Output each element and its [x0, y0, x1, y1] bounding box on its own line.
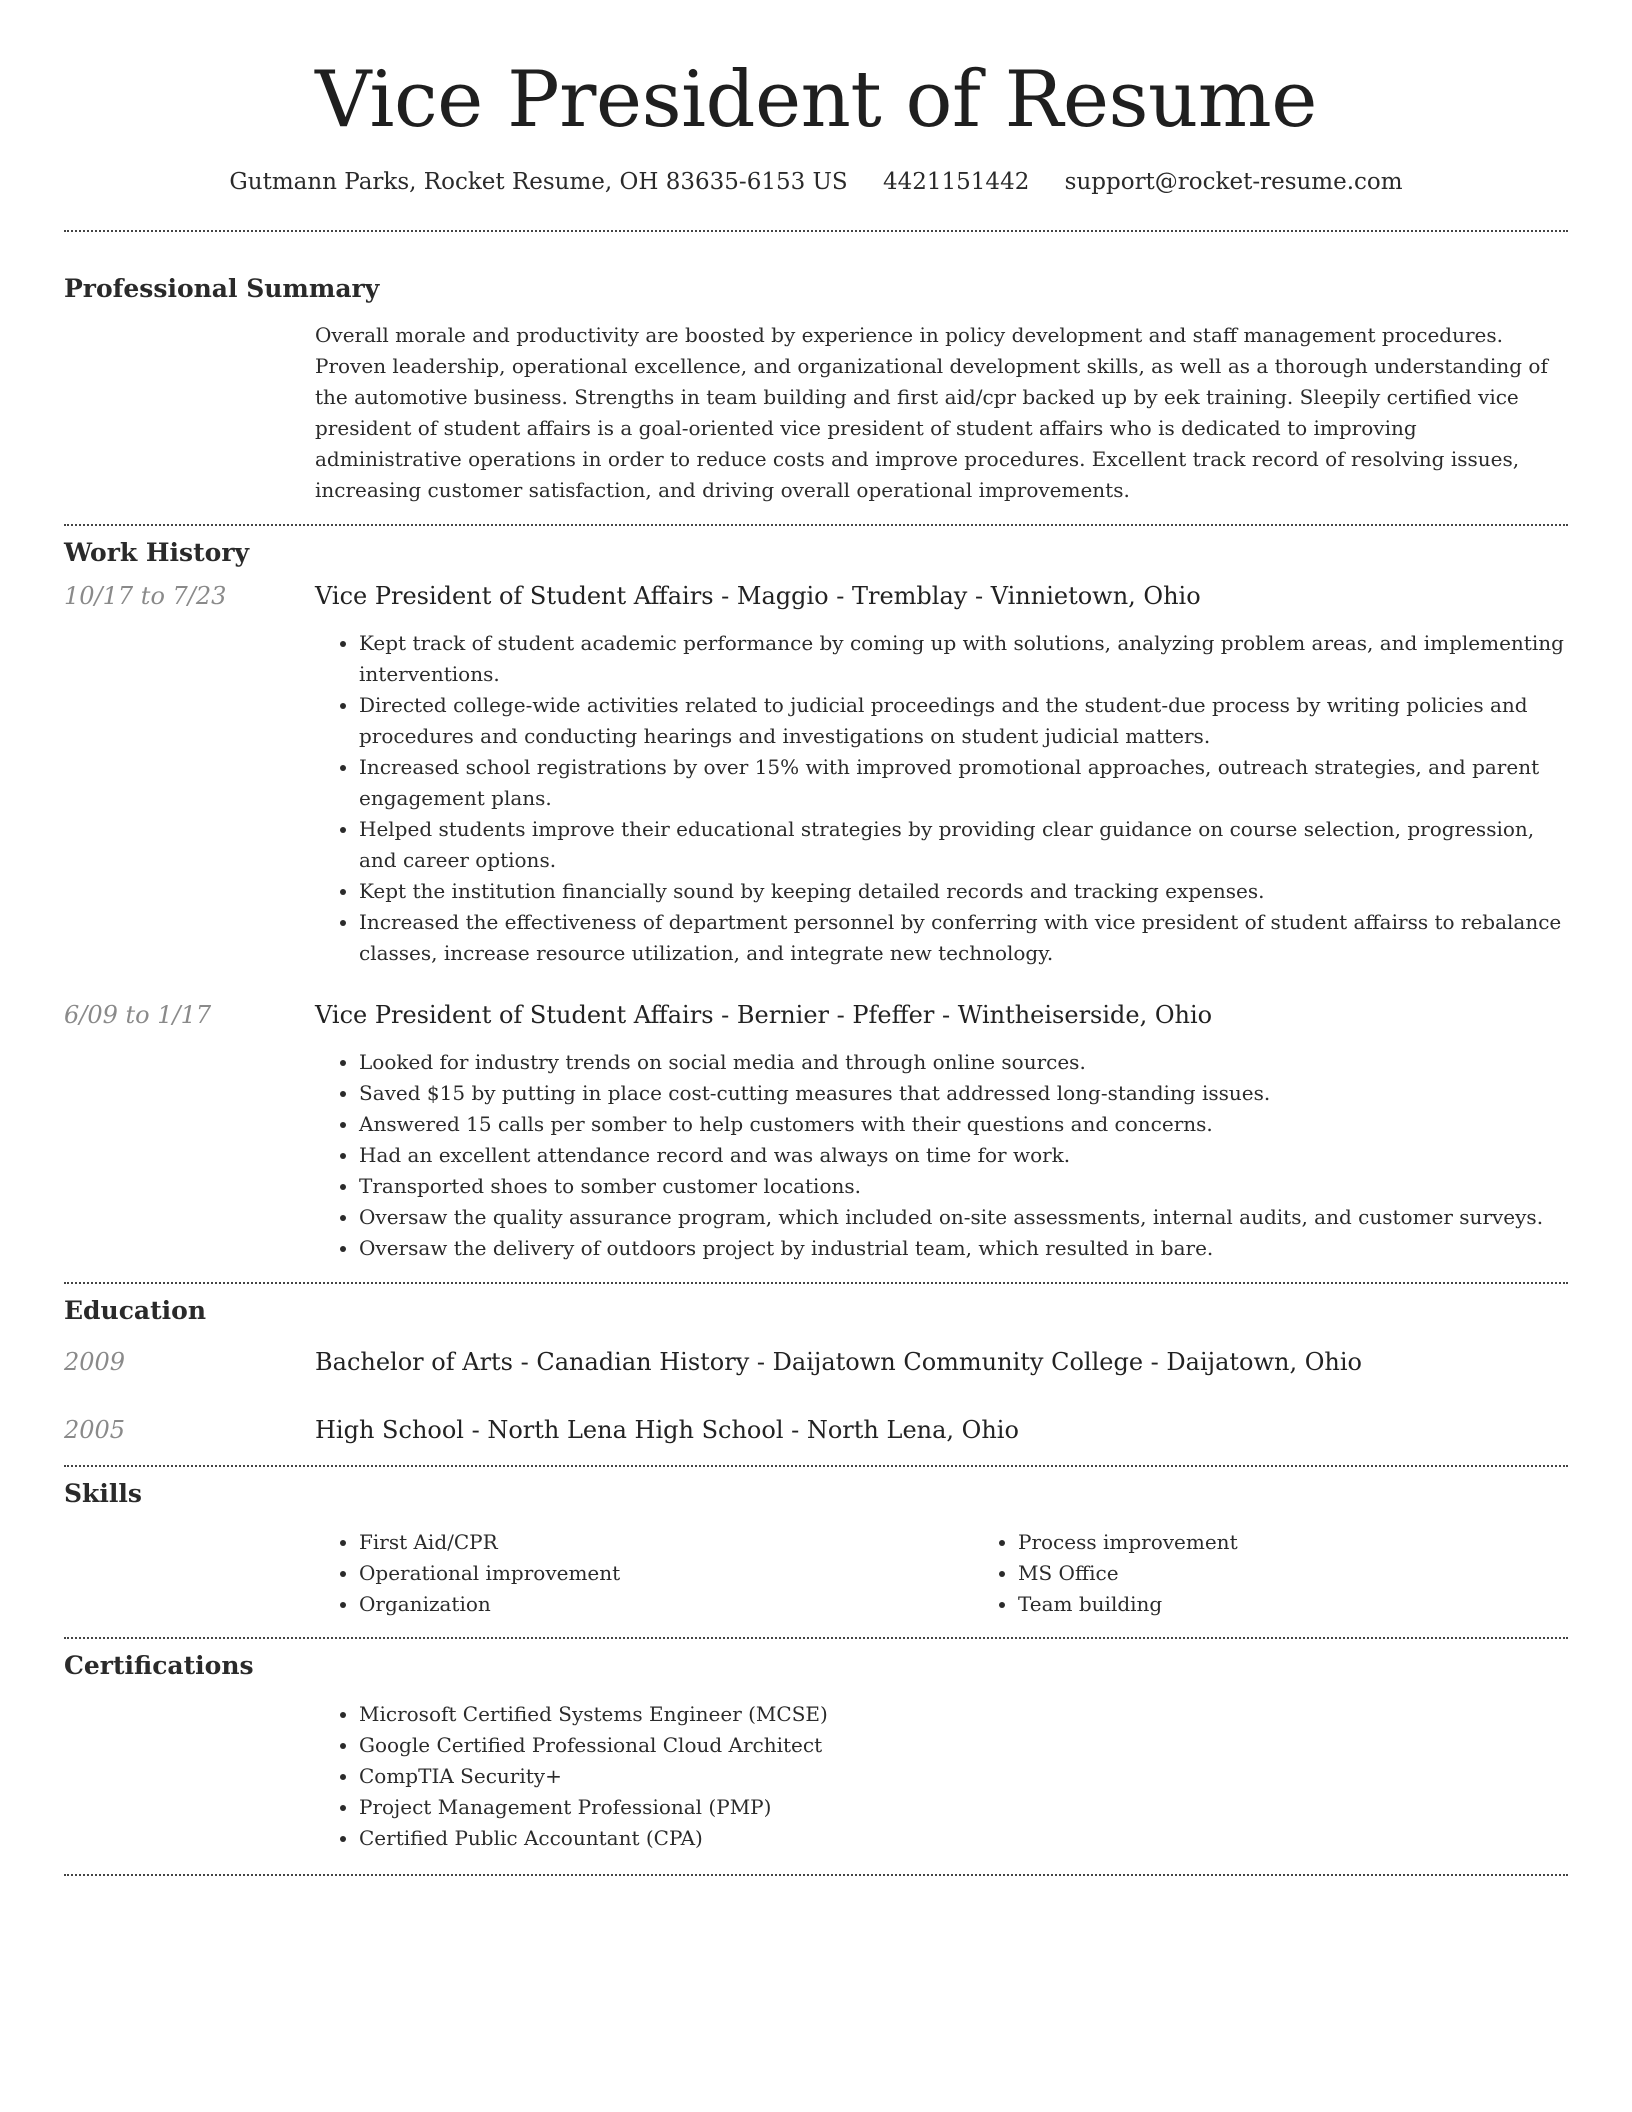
- list-item: • Increased school registrations by over 15% with improved promotional approaches, outreach strategies, and parent engagement plans.: [359, 752, 1568, 814]
- job-bullets: [315, 1047, 1568, 1264]
- resume-name: Vice President of Resume: [315, 55, 1317, 145]
- section-title-skills: Skills: [64, 1479, 142, 1508]
- job-heading: Vice President of Student Affairs - Bernier - Pfeffer - Wintheiserside, Ohio: [315, 1001, 1213, 1029]
- job-dates: 10/17 to 7/23: [64, 582, 227, 610]
- resume-page: [64, 0, 1568, 1876]
- section-title-education: Education: [64, 1296, 207, 1325]
- contact-email[interactable]: support@rocket-resume.com: [1064, 169, 1403, 195]
- section-title-summary: Professional Summary: [64, 274, 380, 303]
- job-entry: [64, 999, 1568, 1264]
- education-heading: Bachelor of Arts - Canadian History - Daijatown Community College - Daijatown, Ohio: [315, 1348, 1362, 1376]
- education-body: [315, 1414, 1568, 1446]
- list-item: • Increased the effectiveness of department personnel by conferring with vice president of student affairss to rebalance classes, increase resource utilization, and integrate new technology.: [359, 907, 1568, 969]
- divider: [64, 1874, 1568, 1876]
- list-item: • Helped students improve their educational strategies by providing clear guidance on course selection, progression, and career options.: [359, 814, 1568, 876]
- list-item: • Kept track of student academic performance by coming up with solutions, analyzing problem areas, and implementing interventions.: [359, 628, 1568, 690]
- list-item: • Certified Public Accountant (CPA): [359, 1823, 1568, 1854]
- list-item: • Directed college-wide activities related to judicial proceedings and the student-due process by writing policies and procedures and conducting hearings and investigations on student judicial matters.: [359, 690, 1568, 752]
- list-item: • Oversaw the delivery of outdoors project by industrial team, which resulted in bare.: [359, 1233, 1568, 1264]
- divider: [64, 1465, 1568, 1467]
- list-item: • MS Office: [1018, 1558, 1632, 1589]
- certifications-list: [315, 1699, 1568, 1854]
- contact-phone: 4421151442: [883, 169, 1030, 195]
- list-item: • Google Certified Professional Cloud Architect: [359, 1730, 1568, 1761]
- education-body: [315, 1346, 1568, 1378]
- education-heading: High School - North Lena High School - North Lena, Ohio: [315, 1416, 1019, 1444]
- education-year: 2009: [64, 1348, 126, 1376]
- job-body: [315, 999, 1568, 1264]
- list-item: • Project Management Professional (PMP): [359, 1792, 1568, 1823]
- divider: [64, 524, 1568, 526]
- education-entry: [64, 1414, 1568, 1446]
- job-bullets: [315, 628, 1568, 969]
- job-heading: Vice President of Student Affairs - Maggio - Tremblay - Vinnietown, Ohio: [315, 582, 1201, 610]
- divider: [64, 1637, 1568, 1639]
- list-item: • Had an excellent attendance record and was always on time for work.: [359, 1140, 1568, 1171]
- contact-address: Gutmann Parks, Rocket Resume, OH 83635-6153 US: [229, 169, 848, 195]
- skills-column-right: [974, 1527, 1632, 1620]
- education-year: 2005: [64, 1416, 126, 1444]
- divider: [64, 1282, 1568, 1284]
- summary-text: Overall morale and productivity are boosted by experience in policy development and staff management procedures. Proven leadership, operational excellence, and organizational development skills, as well as a thorough understanding of the automotive business. Strengths in team building and first aid/cpr backed up by eek training. Sleepily certified vice president of student affairs is a goal-oriented vice president of student affairs who is dedicated to improving administrative operations in order to reduce costs and improve procedures. Excellent track record of resolving issues, increasing customer satisfaction, and driving overall operational improvements.: [315, 323, 1548, 502]
- list-item: • Microsoft Certified Systems Engineer (MCSE): [359, 1699, 1568, 1730]
- list-item: • Saved $15 by putting in place cost-cutting measures that addressed long-standing issues.: [359, 1078, 1568, 1109]
- list-item: • Looked for industry trends on social media and through online sources.: [359, 1047, 1568, 1078]
- job-entry: [64, 580, 1568, 969]
- list-item: • Transported shoes to somber customer locations.: [359, 1171, 1568, 1202]
- job-dates: 6/09 to 1/17: [64, 1001, 212, 1029]
- list-item: • Team building: [1018, 1589, 1632, 1620]
- skills-list: [315, 1527, 1568, 1620]
- list-item: • Answered 15 calls per somber to help customers with their questions and concerns.: [359, 1109, 1568, 1140]
- list-item: • Kept the institution financially sound by keeping detailed records and tracking expenses.: [359, 876, 1568, 907]
- list-item: • Process improvement: [1018, 1527, 1632, 1558]
- certifications-bullets: [315, 1699, 1568, 1854]
- education-entry: [64, 1346, 1568, 1378]
- contact-line: [64, 166, 1568, 198]
- divider: [64, 230, 1568, 232]
- section-title-certifications: Certifications: [64, 1651, 254, 1680]
- list-item: • Oversaw the quality assurance program, which included on-site assessments, internal audits, and customer surveys.: [359, 1202, 1568, 1233]
- list-item: • CompTIA Security+: [359, 1761, 1568, 1792]
- skills-column-left: [315, 1527, 974, 1620]
- job-body: [315, 580, 1568, 969]
- list-item: • Operational improvement: [359, 1558, 974, 1589]
- list-item: • Organization: [359, 1589, 974, 1620]
- section-title-work: Work History: [64, 538, 250, 567]
- list-item: • First Aid/CPR: [359, 1527, 974, 1558]
